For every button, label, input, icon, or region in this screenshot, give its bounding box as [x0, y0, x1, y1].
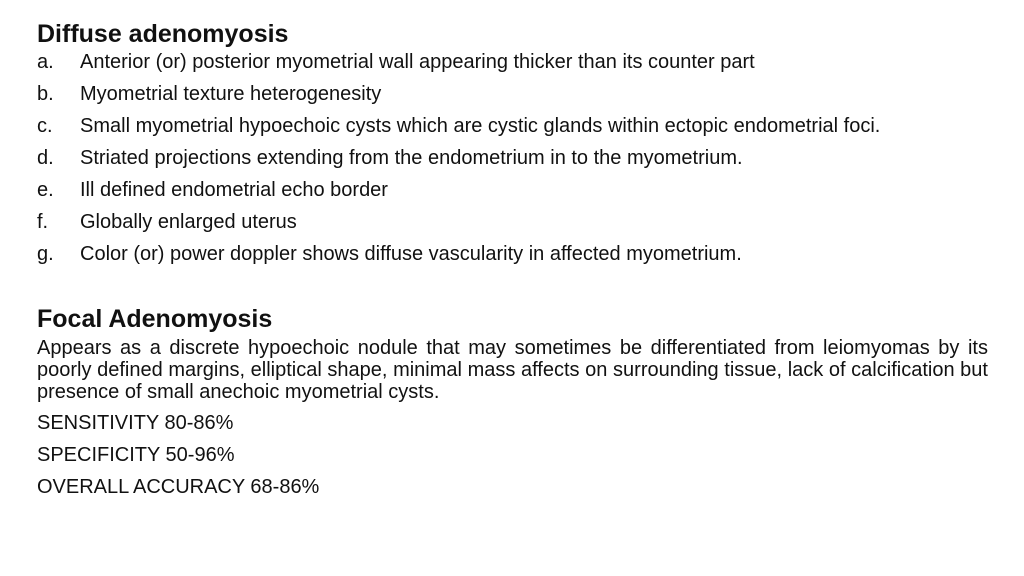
list-item-text: Anterior (or) posterior myometrial wall appearing thicker than its counter part [80, 51, 755, 73]
focal-description: Appears as a discrete hypoechoic nodule that may sometimes be differentiated from leiomyomas by its poorly defined margins, elliptical shape, minimal mass affects on surrounding tissue, lack of calcification but presence of small anechoic myometrial cysts. [37, 337, 988, 403]
sensitivity-text: SENSITIVITY 80-86% [37, 412, 234, 434]
list-marker: d. [37, 147, 54, 169]
focal-heading: Focal Adenomyosis [37, 305, 273, 333]
list-item-text: Myometrial texture heterogenesity [80, 83, 382, 105]
list-item [37, 148, 988, 169]
specificity-text: SPECIFICITY 50-96% [37, 444, 235, 466]
list-item-text: Ill defined endometrial echo border [80, 179, 388, 201]
list-item-text: Color (or) power doppler shows diffuse vascularity in affected myometrium. [80, 243, 742, 265]
list-marker: c. [37, 115, 53, 137]
list-marker: a. [37, 51, 54, 73]
list-marker: e. [37, 179, 54, 201]
list-item [37, 180, 988, 201]
list-item [37, 52, 988, 73]
list-marker: b. [37, 83, 54, 105]
overall-accuracy-text: OVERALL ACCURACY 68-86% [37, 476, 320, 498]
list-item [37, 84, 988, 105]
list-item-text: Globally enlarged uterus [80, 211, 297, 233]
list-item-text: Small myometrial hypoechoic cysts which are cystic glands within ectopic endometrial foci. [80, 115, 881, 137]
diffuse-heading: Diffuse adenomyosis [37, 20, 289, 48]
list-marker: f. [37, 211, 49, 233]
list-item [37, 116, 988, 137]
slide-content [37, 18, 988, 509]
list-item [37, 212, 988, 233]
list-item-text: Striated projections extending from the endometrium in to the myometrium. [80, 147, 743, 169]
list-marker: g. [37, 243, 54, 265]
diffuse-features-list [37, 52, 988, 265]
list-item [37, 244, 988, 265]
